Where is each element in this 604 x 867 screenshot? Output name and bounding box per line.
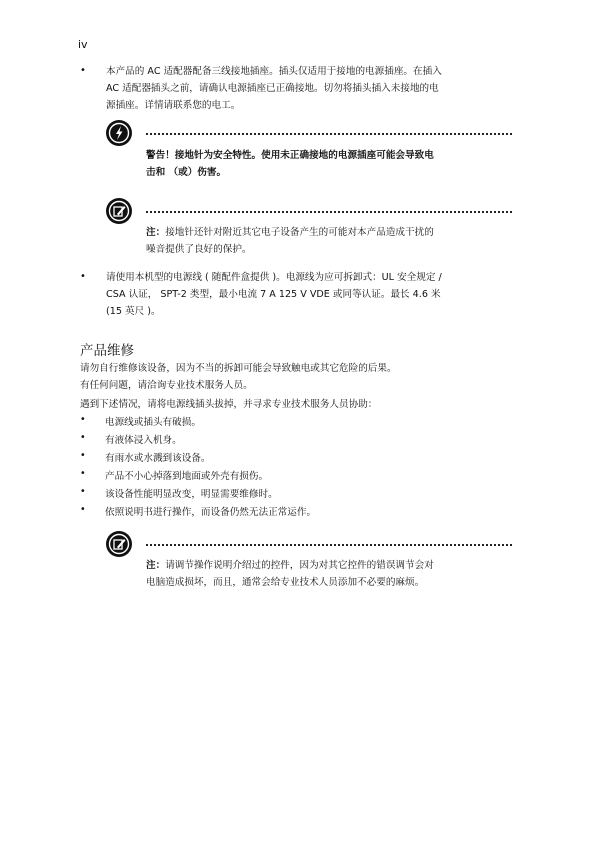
bullet-marker: •	[80, 450, 86, 461]
warning-line: 击和 （或）伤害。	[146, 167, 227, 178]
list-item-text: 产品不小心掉落到地面或外壳有损伤。	[105, 471, 269, 482]
warning-line: 警告！接地针为安全特性。使用未正确接地的电源插座可能会导致电	[146, 150, 434, 161]
bullet-2-text	[106, 269, 442, 320]
note-1-divider	[146, 211, 512, 213]
bullet-2-line: CSA 认证， SPT-2 类型，最小电流 7 A 125 V VDE 或同等认证。最长 4.6 米	[106, 289, 441, 300]
list-item-text: 依照说明书进行操作，而设备仍然无法正常运作。	[105, 507, 317, 518]
bullet-1-line: 源插座。详情请联系您的电工。	[106, 100, 241, 111]
bullet-marker: •	[80, 504, 86, 515]
warning-divider	[146, 133, 512, 135]
bullet-marker: •	[80, 271, 86, 282]
note-2-text	[146, 557, 434, 591]
note-1-line: 接地针还针对附近其它电子设备产生的可能对本产品造成干扰的	[165, 227, 434, 238]
intro-line: 有任何问题，请洽询专业技术服务人员。	[80, 380, 253, 391]
note-2-line: 请调节操作说明介绍过的控件，因为对其它控件的错误调节会对	[165, 560, 434, 571]
bullet-1-text	[106, 63, 442, 114]
list-item-text: 电源线或插头有破损。	[105, 417, 201, 428]
list-item-text: 该设备性能明显改变，明显需要维修时。	[105, 489, 278, 500]
note-2-line: 电脑造成损坏，而且，通常会给专业技术人员添加不必要的麻烦。	[146, 577, 425, 588]
note-1-line: 噪音提供了良好的保护。	[146, 244, 252, 255]
warning-text	[146, 147, 434, 181]
bullet-marker: •	[80, 486, 86, 497]
section-lead: 遇到下述情况，请将电源线插头拔掉，并寻求专业技术服务人员协助：	[80, 399, 378, 410]
intro-line: 请勿自行维修该设备，因为不当的拆卸可能会导致触电或其它危险的后果。	[80, 363, 397, 374]
bullet-1-line: 本产品的 AC 适配器配备三线接地插座。插头仅适用于接地的电源插座。在插入	[106, 66, 442, 77]
list-item-text: 有雨水或水溅到该设备。	[105, 453, 211, 464]
bullet-1-line: AC 适配器插头之前，请确认电源插座已正确接地。切勿将插头插入未接地的电	[106, 83, 439, 94]
bullet-marker: •	[80, 432, 86, 443]
note-pen-icon	[106, 198, 132, 224]
bullet-marker: •	[80, 414, 86, 425]
note-2-divider	[146, 544, 512, 546]
note-1-label: 注：	[146, 227, 166, 238]
section-intro	[80, 360, 397, 394]
section-title: 产品维修	[80, 343, 134, 359]
list-item-text: 有液体浸入机身。	[105, 435, 182, 446]
bullet-2-line: (15 英尺 )。	[106, 306, 161, 317]
bullet-2-line: 请使用本机型的电源线 ( 随配件盒提供 )。电源线为应可拆卸式：UL 安全规定 /	[106, 272, 442, 283]
bullet-marker: •	[80, 65, 86, 76]
bullet-marker: •	[80, 468, 86, 479]
note-2-label: 注：	[146, 560, 166, 571]
page-number: iv	[78, 38, 88, 51]
warning-lightning-icon	[106, 120, 132, 146]
note-1-text	[146, 224, 434, 258]
note-pen-icon	[106, 531, 132, 557]
